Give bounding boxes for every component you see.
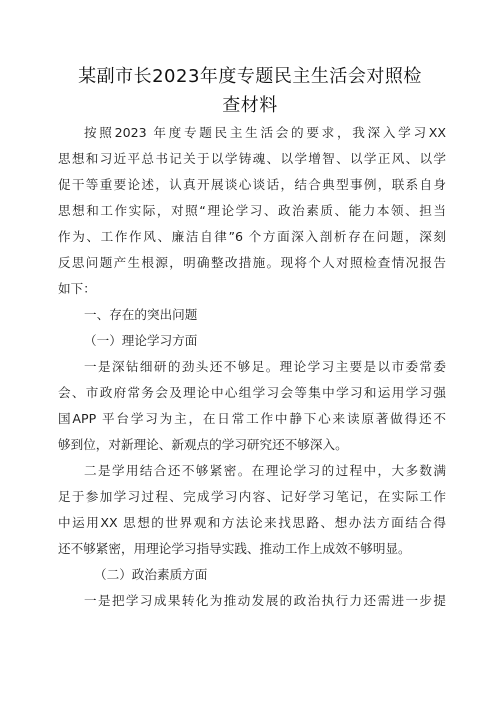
paragraph-1-line-4: 够到位，对新理论、新观点的学习研究还不够深入。 xyxy=(58,437,348,452)
paragraph-intro-line-5: 作为、工作作风、廉洁自律”6 个方面深入剖析存在问题，深刻 xyxy=(58,229,446,244)
paragraph-intro-line-1: 按照2023 年度专题民主生活会的要求，我深入学习XX xyxy=(84,125,446,140)
document-title-line-1: 某副市长2023年度专题民主生活会对照检 xyxy=(78,66,422,87)
paragraph-intro-line-2: 思想和习近平总书记关于以学铸魂、以学增智、以学正风、以学 xyxy=(58,151,446,166)
paragraph-3-line-1: 一是把学习成果转化为推动发展的政治执行力还需进一步提 xyxy=(84,593,446,608)
paragraph-1-line-3: 国APP 平台学习为主，在日常工作中静下心来读原著做得还不 xyxy=(58,411,446,426)
paragraph-intro-line-7: 如下： xyxy=(58,281,96,296)
paragraph-1-line-1: 一是深钻细研的劲头还不够足。理论学习主要是以市委常委 xyxy=(84,359,446,374)
subsection-heading-2: （二）政治素质方面 xyxy=(94,567,208,582)
paragraph-2-line-1: 二是学用结合还不够紧密。在理论学习的过程中，大多数满 xyxy=(84,463,446,478)
section-heading-1: 一、存在的突出问题 xyxy=(84,307,198,322)
paragraph-2-line-3: 中运用XX 思想的世界观和方法论来找思路、想办法方面结合得 xyxy=(58,515,446,530)
paragraph-intro-line-6: 反思问题产生根源，明确整改措施。现将个人对照检查情况报告 xyxy=(58,255,446,270)
paragraph-intro-line-3: 促干等重要论述，认真开展谈心谈话，结合典型事例，联系自身 xyxy=(58,177,446,192)
paragraph-2-line-4: 还不够紧密，用理论学习指导实践、推动工作上成效不够明显。 xyxy=(58,541,411,556)
subsection-heading-1: （一）理论学习方面 xyxy=(84,333,198,348)
document-body xyxy=(58,120,446,614)
paragraph-1-line-2: 会、市政府常务会及理论中心组学习会等集中学习和运用学习强 xyxy=(58,385,446,400)
document-title-line-2: 查材料 xyxy=(222,95,278,116)
paragraph-2-line-2: 足于参加学习过程、完成学习内容、记好学习笔记，在实际工作 xyxy=(58,489,446,504)
paragraph-intro-line-4: 思想和工作实际，对照“理论学习、政治素质、能力本领、担当 xyxy=(58,203,446,218)
